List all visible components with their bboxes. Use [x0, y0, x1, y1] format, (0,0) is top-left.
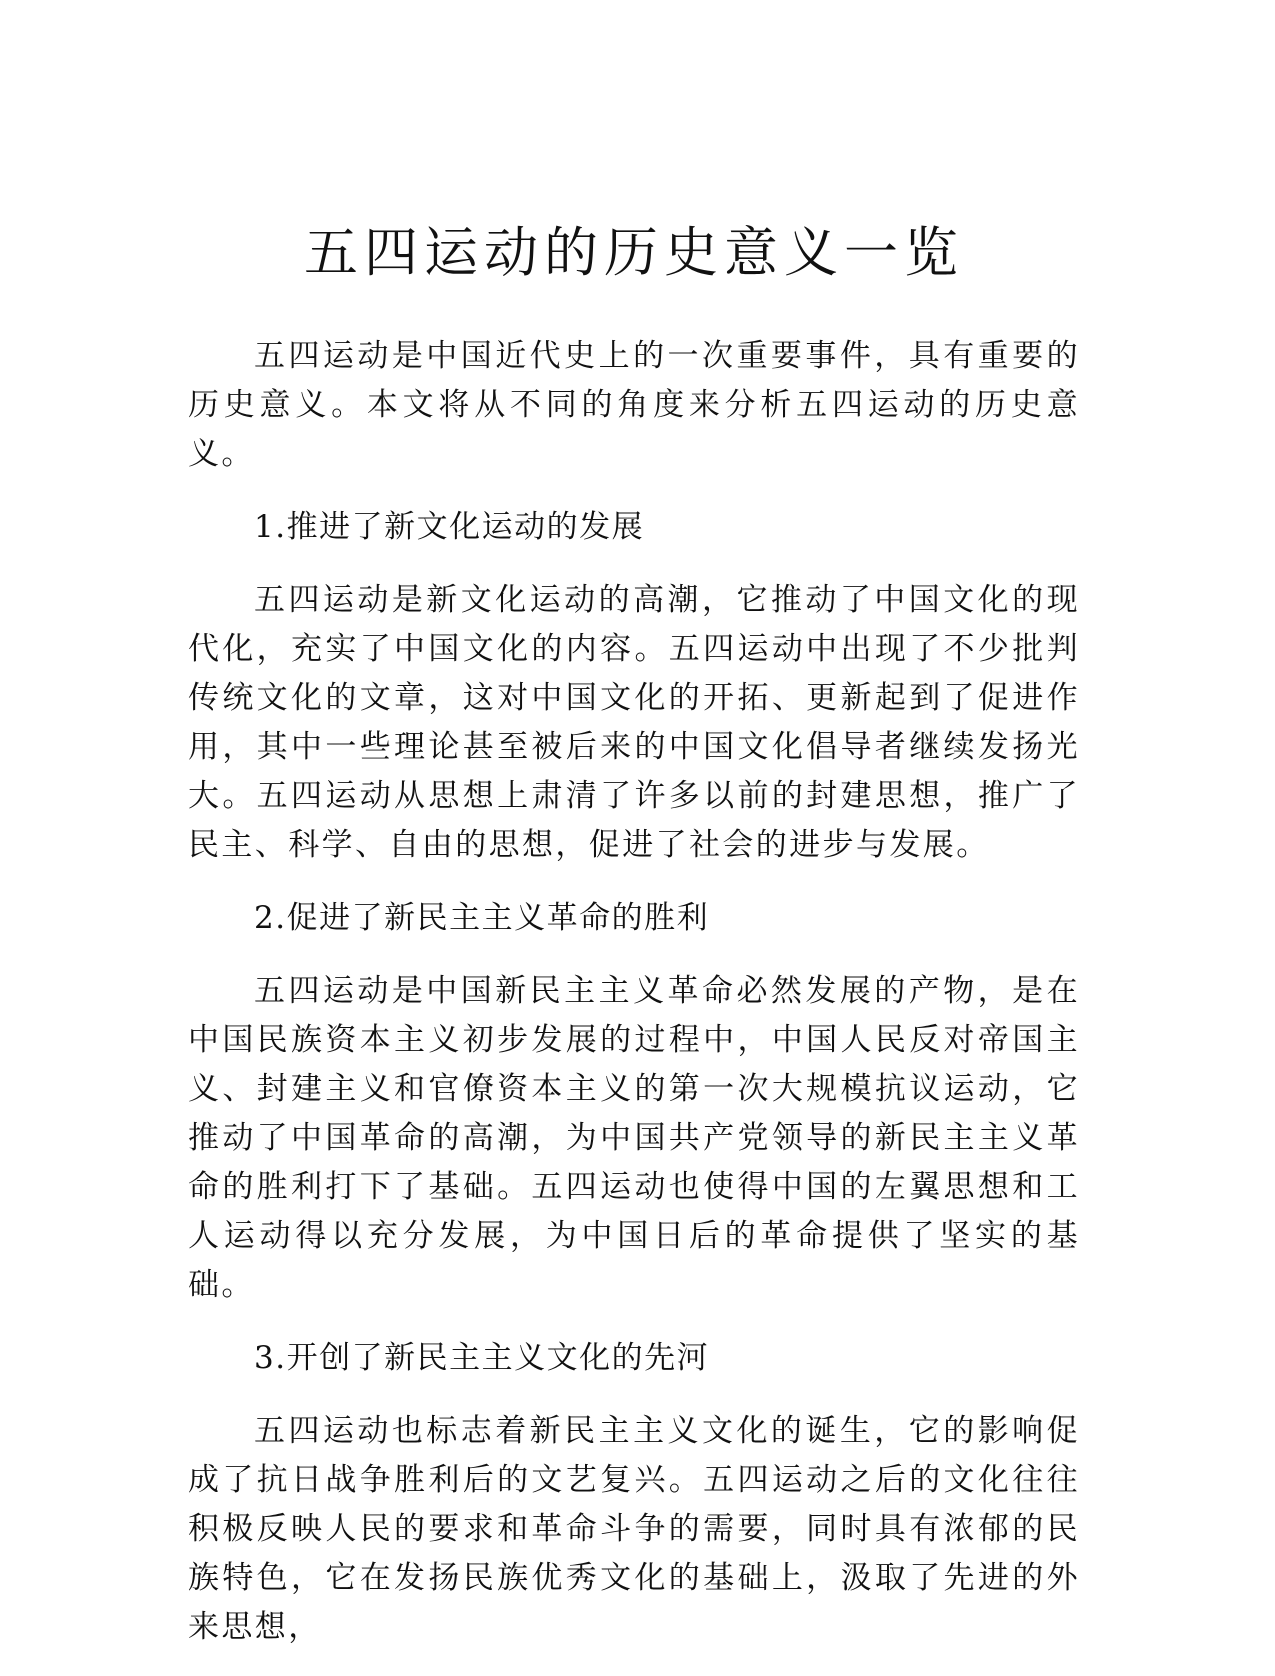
section-heading-1: 1.推进了新文化运动的发展 — [254, 509, 645, 545]
document-title: 五四运动的历史意义一览 — [304, 221, 964, 284]
section-body-1: 五四运动是新文化运动的高潮，它推动了中国文化的现代化，充实了中国文化的内容。五四运动中出现了不少批判传统文化的文章，这对中国文化的开拓、更新起到了促进作用，其中一些理论甚至被后来的中国文化倡导者继续发扬光大。五四运动从思想上肃清了许多以前的封建思想，推广了民主、科学、自由的思想，促进了社会的进步与发展。 — [188, 582, 1080, 863]
section-body-3: 五四运动也标志着新民主主义文化的诞生，它的影响促成了抗日战争胜利后的文艺复兴。五四运动之后的文化往往积极反映人民的要求和革命斗争的需要，同时具有浓郁的民族特色，它在发扬民族优秀文化的基础上，汲取了先进的外来思想， — [188, 1413, 1080, 1645]
document-page — [188, 218, 1080, 1676]
intro-paragraph: 五四运动是中国近代史上的一次重要事件，具有重要的历史意义。本文将从不同的角度来分析五四运动的历史意义。 — [188, 338, 1080, 472]
section-body-2: 五四运动是中国新民主主义革命必然发展的产物，是在中国民族资本主义初步发展的过程中，中国人民反对帝国主义、封建主义和官僚资本主义的第一次大规模抗议运动，它推动了中国革命的高潮，为中国共产党领导的新民主主义革命的胜利打下了基础。五四运动也使得中国的左翼思想和工人运动得以充分发展，为中国日后的革命提供了坚实的基础。 — [188, 973, 1080, 1303]
section-heading-3: 3.开创了新民主主义文化的先河 — [254, 1340, 710, 1376]
section-heading-2: 2.促进了新民主主义革命的胜利 — [254, 900, 710, 936]
